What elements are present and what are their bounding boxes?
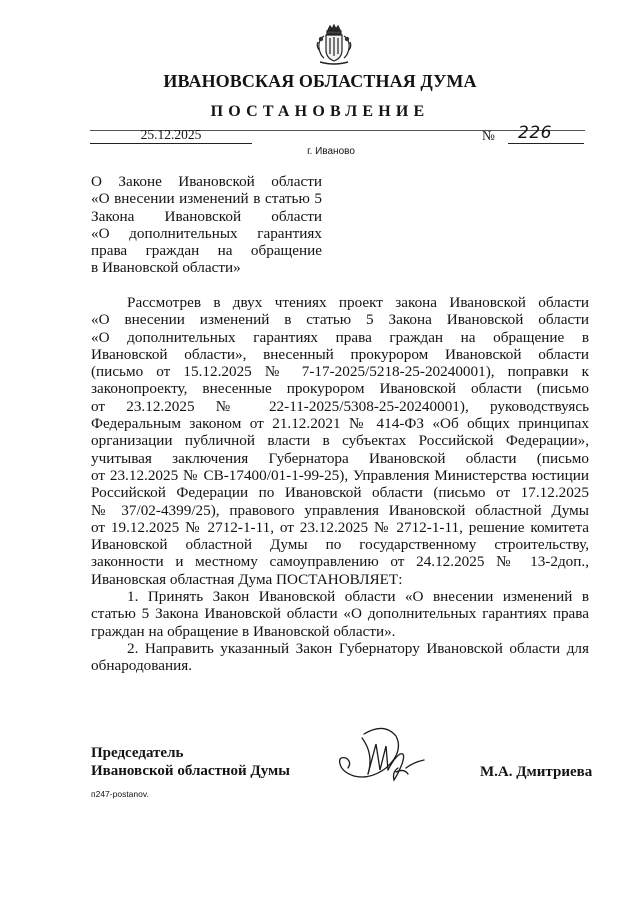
signer-name: М.А. Дмитриева [480,764,593,780]
preamble-line: организации публичной власти в субъектах Российской Федерации», [91,432,589,450]
subject-line: «О дополнительных гарантиях [91,224,322,242]
preamble-line: от 19.12.2025 № 2712-1-11, от 23.12.2025 № 2712-1-11, решение комитета [91,518,589,536]
resolution-item-2-line: 2. Направить указанный Закон Губернатору Ивановской области для [127,639,589,657]
preamble-line: от 23.12.2025 № 22-11-2025/5308-25-20240001), руководствуясь [91,397,589,415]
resolution-item-1-line: статью 5 Закона Ивановской области «О дополнительных гарантиях права [91,605,589,623]
organization-title: ИВАНОВСКАЯ ОБЛАСТНАЯ ДУМА [163,71,477,91]
resolution-item-1-line: 1. Принять Закон Ивановской области «О внесении изменений в [127,588,589,606]
preamble-line: Ивановской областной Думы по государственному строительству, [91,536,589,554]
document-date: 25.12.2025 [90,127,252,144]
signatory-title [91,744,290,780]
city-label: г. Иваново [307,146,355,157]
subject-line: права граждан на обращение [91,242,322,260]
subject-line: Закона Ивановской области [91,207,322,225]
preamble-line: (письмо от 15.12.2025 № 7-17-2025/5218-25-20240001), поправки к [91,363,589,381]
preamble-line: «О дополнительных гарантиях права граждан на обращение в [91,328,589,346]
document-body [91,294,589,675]
handwritten-signature-icon [334,724,428,792]
preamble-line: Российской Федерации по Ивановской области (письмо от 17.12.2025 [91,484,589,502]
signatory-title-line-2: Ивановской областной Думы [91,763,290,779]
resolution-item-2-line: обнародования. [91,657,193,675]
preamble-line: Рассмотрев в двух чтениях проект закона Ивановской области [127,294,589,311]
preamble-line: Федеральным законом от 21.12.2021 № 414-ФЗ «Об общих принципах [91,415,589,433]
preamble-line: Ивановской области», внесенный прокурором Ивановской области [91,345,589,363]
number-label: № [482,128,495,143]
preamble-line: учитывая заключения Губернатора Ивановской области (письмо [91,449,589,467]
coat-of-arms-icon [314,22,354,68]
preamble-line: законности и местному самоуправлению от 24.12.2025 № 13-2доп., [91,553,589,571]
preamble-line: «О внесении изменений в статью 5 Закона Ивановской области [91,311,589,329]
preamble-line: Ивановская областная Дума ПОСТАНОВЛЯЕТ: [91,570,403,588]
subject-line: О Законе Ивановской области [91,173,322,190]
preamble-line: № 37/02-4399/25), правового управления Ивановской областной Думы [91,501,589,519]
file-reference: п247-postanov. [91,789,149,799]
resolution-item-1-line: граждан на обращение в Ивановской области». [91,622,396,640]
document-type-heading: ПОСТАНОВЛЕНИЕ [210,103,430,120]
preamble-line: от 23.12.2025 № СВ-17400/01-1-99-25), Управления Министерства юстиции [91,466,589,484]
document-number: 226 [508,124,584,144]
subject-line: «О внесении изменений в статью 5 [91,190,322,208]
preamble-line: законопроекту, внесенные прокурором Ивановской области (письмо [91,380,589,398]
subject-line: в Ивановской области» [91,259,241,277]
document-subject [91,173,322,277]
signatory-title-line-1: Председатель [91,745,184,761]
